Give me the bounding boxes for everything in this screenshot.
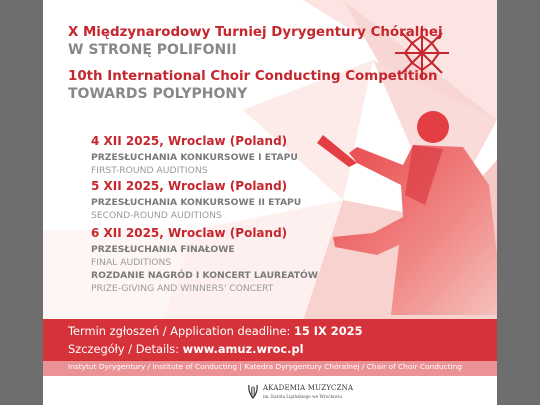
details-line xyxy=(68,342,304,356)
title-polish: X Międzynarodowy Turniej Dyrygentury Chóralnej xyxy=(68,25,443,40)
subtitle-polish: W STRONĘ POLIFONII xyxy=(68,42,237,58)
poster xyxy=(43,0,497,405)
details-link[interactable]: www.amuz.wroc.pl xyxy=(182,342,304,356)
event-item-polish: PRZESŁUCHANIA KONKURSOWE II ETAPU xyxy=(91,197,302,208)
deadline-label: Termin zgłoszeń / Application deadline: xyxy=(68,324,291,338)
event-item-english: FIRST-ROUND AUDITIONS xyxy=(91,165,208,176)
event-item-english: SECOND-ROUND AUDITIONS xyxy=(91,210,222,221)
event-item-english: PRIZE-GIVING AND WINNERS' CONCERT xyxy=(91,283,274,294)
event-date: 5 XII 2025, Wroclaw (Poland) xyxy=(91,179,288,193)
conductor-silhouette-icon xyxy=(313,105,497,315)
lyre-emblem-icon xyxy=(247,383,259,400)
event-item-polish: PRZESŁUCHANIA KONKURSOWE I ETAPU xyxy=(91,152,298,163)
academy-subname: im. Karola Lipińskiego we Wrocławiu xyxy=(263,394,343,399)
subtitle-english: TOWARDS POLYPHONY xyxy=(68,86,248,102)
institution-text: Instytut Dyrygentury / Institute of Conducting | Katedra Dyrygentury Chóralnej / Chair of Choir Conducting xyxy=(68,362,462,371)
event-item-polish: PRZESŁUCHANIA FINAŁOWE xyxy=(91,244,235,255)
event-item-polish: ROZDANIE NAGRÓD I KONCERT LAUREATÓW xyxy=(91,270,318,281)
event-item-english: FINAL AUDITIONS xyxy=(91,257,172,268)
deadline-date: 15 IX 2025 xyxy=(293,324,363,338)
details-label: Szczegóły / Details: xyxy=(68,342,180,356)
deadline-line xyxy=(68,324,363,338)
event-date: 4 XII 2025, Wroclaw (Poland) xyxy=(91,134,288,148)
academy-name: AKADEMIA MUZYCZNA xyxy=(263,384,354,392)
event-date: 6 XII 2025, Wroclaw (Poland) xyxy=(91,226,288,240)
title-english: 10th International Choir Conducting Competition xyxy=(68,69,438,84)
